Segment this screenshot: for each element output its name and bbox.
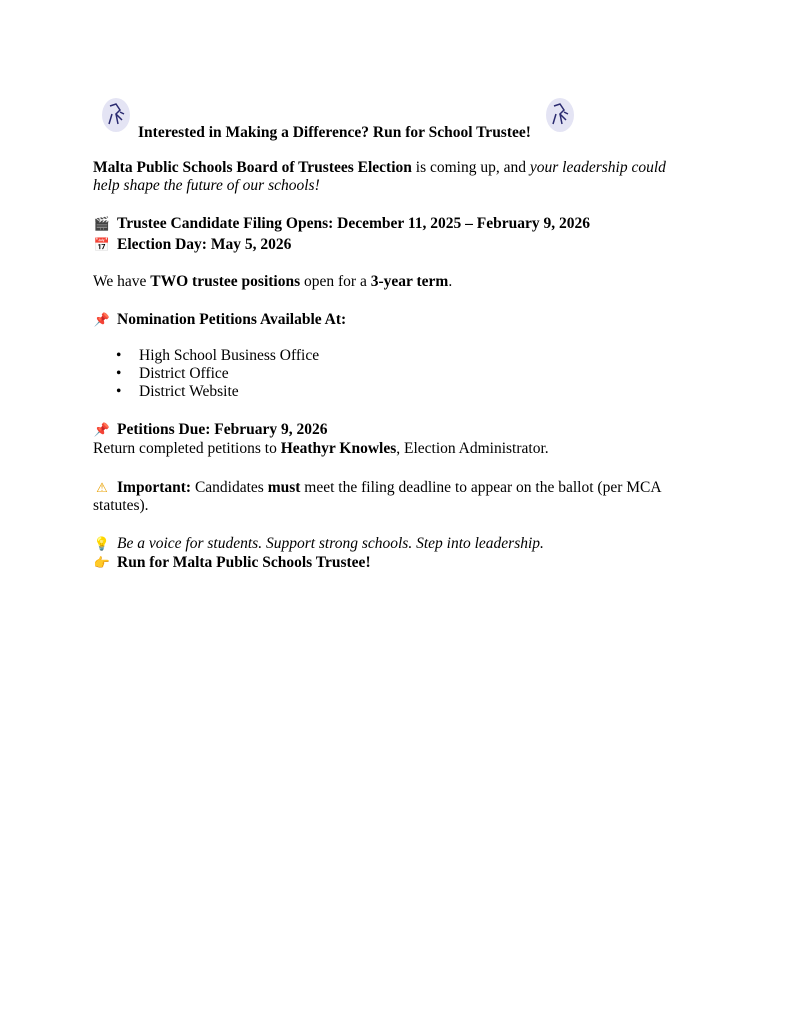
election-day-text: Election Day: May 5, 2026: [117, 236, 292, 253]
filing-text: Trustee Candidate Filing Opens: December 11, 2025 – February 9, 2026: [117, 215, 591, 232]
nomination-heading: 📌 Nomination Petitions Available At:: [93, 311, 347, 328]
important-note-line-2: statutes).: [93, 497, 149, 514]
positions-line: We have TWO trustee positions open for a 3-year term.: [93, 273, 453, 290]
intro-paragraph: [93, 159, 666, 177]
return-line: Return completed petitions to Heathyr Knowles, Election Administrator.: [93, 440, 549, 457]
intro-italic-2: help shape the future of our schools!: [93, 177, 320, 194]
calendar-icon: 📅: [93, 238, 111, 253]
filing-dates: [93, 215, 590, 234]
petitions-due: 📌 Petitions Due: February 9, 2026: [93, 421, 328, 438]
warning-icon: ⚠: [96, 481, 108, 496]
school-logo-left: [102, 98, 130, 132]
intro-bold: Malta Public Schools Board of Trustees Election: [93, 159, 412, 176]
call-to-action: 👉 Run for Malta Public Schools Trustee!: [93, 554, 371, 571]
tagline: 💡 Be a voice for students. Support strong schools. Step into leadership.: [93, 535, 544, 552]
page-title: Interested in Making a Difference? Run for School Trustee!: [138, 124, 531, 141]
pushpin-icon: 📌: [93, 423, 111, 438]
school-logo-right: [546, 98, 574, 132]
election-day: [93, 236, 291, 255]
important-note: ⚠ Important: Candidates must meet the filing deadline to appear on the ballot (per MCA: [93, 479, 662, 498]
intro-line-2: [93, 177, 320, 195]
intro-italic: your leadership could: [529, 159, 666, 176]
intro-text: is coming up, and: [411, 159, 530, 176]
pointing-hand-icon: 👉: [93, 556, 111, 571]
pushpin-icon: 📌: [93, 313, 111, 328]
clapperboard-icon: 🎬: [93, 217, 111, 232]
lightbulb-icon: 💡: [93, 537, 111, 552]
